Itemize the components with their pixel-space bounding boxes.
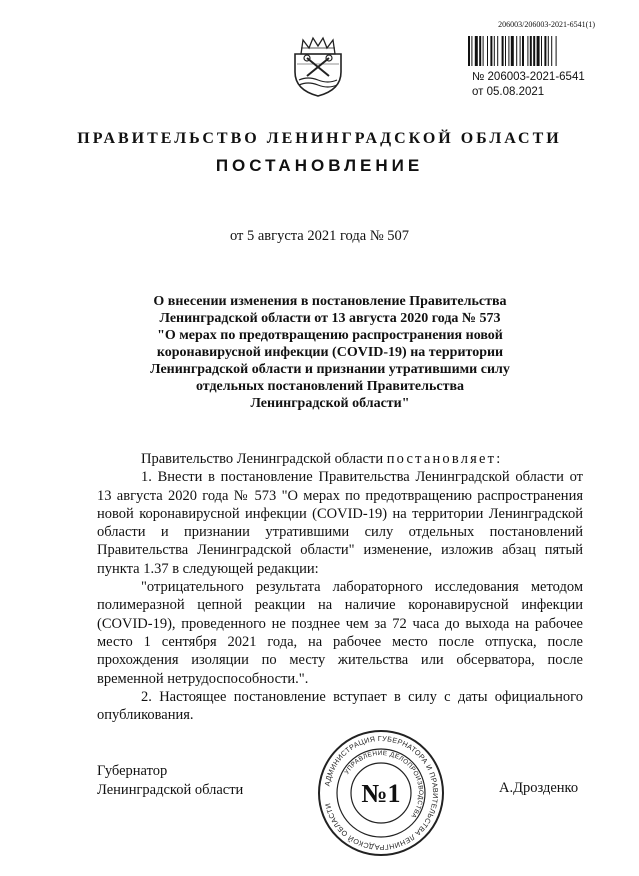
document-date-number: от 5 августа 2021 года № 507: [229, 228, 410, 244]
seal-inner-text: УПРАВЛЕНИЕ ДЕЛОПРОИЗВОДСТВА: [343, 749, 425, 820]
subject-line: О внесении изменения в постановление Правительства: [153, 294, 507, 309]
signatory-name: А.Дрозденко: [499, 780, 579, 796]
document-body: [97, 450, 583, 724]
intro-text: Правительство Ленинградской области: [141, 451, 384, 467]
subject-line: Ленинградской области от 13 августа 2020 года № 573: [159, 311, 501, 326]
registration-block: [472, 70, 585, 100]
official-seal: [316, 728, 446, 858]
seal-ring-text: АДМИНИСТРАЦИЯ ГУБЕРНАТОРА И ПРАВИТЕЛЬСТВА ЛЕНИНГРАДСКОЙ ОБЛАСТИ: [322, 733, 441, 853]
position-line: Ленинградской области: [97, 781, 244, 798]
intro-verb: постановляет:: [386, 451, 503, 467]
barcode: [468, 36, 600, 66]
subject-line: Ленинградской области": [250, 396, 410, 411]
document-id: 206003/206003-2021-6541(1): [498, 20, 595, 29]
document-type-title: ПОСТАНОВЛЕНИЕ: [215, 156, 424, 175]
paragraph-2: 2. Настоящее постановление вступает в силу с даты официального опубликования.: [97, 688, 583, 724]
subject-line: Ленинградской области и признании утратившими силу: [150, 362, 510, 377]
quoted-paragraph: "отрицательного результата лабораторного исследования методом полимеразной цепной реакции на наличие коронавирусной инфекции (COVID-19), проведенного не позднее чем за 72 часа до выхода на рабочее место 1 сентября 2021 года, на рабочее место после отпуска, после прохождения изоляции по месту жительства или обсерватора, после временной нетрудоспособности.".: [97, 579, 583, 687]
paragraph-1: 1. Внести в постановление Правительства Ленинградской области от 13 августа 2020 года № 573 "О мерах по предотвращению распространения новой коронавирусной инфекции (COVID-19) на территории Ленинградской области и признании утратившими силу отдельных постановлений Правительства Ленинградской области" изменение, изложив абзац пятый пункта 1.37 в следующей редакции:: [97, 469, 583, 577]
intro-paragraph: [97, 450, 583, 468]
position-line: Губернатор: [97, 763, 168, 779]
seal-number: №1: [361, 779, 401, 808]
document-subject: [140, 293, 520, 412]
subject-line: отдельных постановлений Правительства: [195, 379, 465, 394]
registration-date: от 05.08.2021: [472, 86, 545, 98]
signatory-position: [97, 762, 243, 799]
government-name: ПРАВИТЕЛЬСТВО ЛЕНИНГРАДСКОЙ ОБЛАСТИ: [77, 130, 562, 147]
subject-line: коронавирусной инфекции (COVID-19) на территории: [156, 345, 504, 360]
subject-line: "О мерах по предотвращению распространения новой: [157, 328, 503, 343]
registration-number: № 206003-2021-6541: [472, 71, 585, 83]
coat-of-arms-icon: [291, 36, 345, 98]
